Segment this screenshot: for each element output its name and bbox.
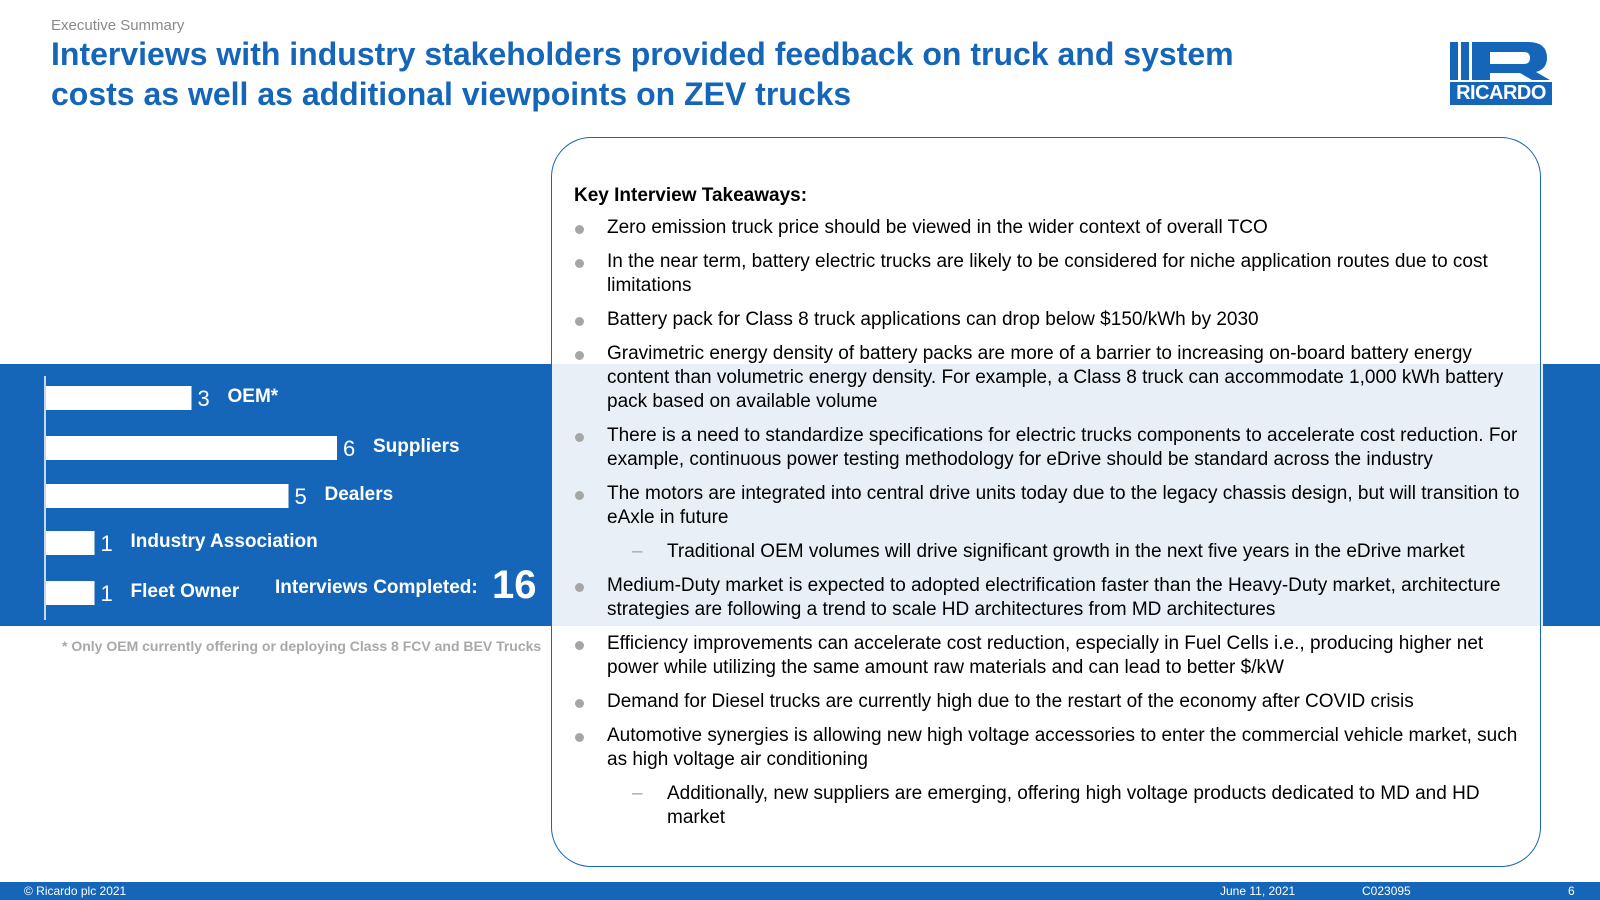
bar-oem — [46, 386, 192, 410]
bar-category-label: Industry Association — [130, 531, 318, 552]
takeaway-item: Medium-Duty market is expected to adopted electrification faster than the Heavy-Duty market, architecture strategies are following a trend to scale HD architectures from MD architectures — [574, 574, 1534, 622]
takeaway-item: Battery pack for Class 8 truck applications can drop below $150/kWh by 2030 — [574, 308, 1534, 332]
bar-suppliers — [46, 436, 337, 460]
bar-value-label: 6 — [343, 436, 356, 461]
bar-value-label: 1 — [100, 581, 113, 606]
page-title — [51, 34, 1331, 114]
bar-fleet-owner — [46, 581, 95, 605]
bar-dealers — [46, 484, 289, 508]
bar-category-label: OEM* — [227, 386, 279, 407]
takeaway-item: The motors are integrated into central drive units today due to the legacy chassis design, but will transition to eAxle in future – Traditional OEM volumes will drive significant growth in the next five years in the eDrive market — [574, 482, 1534, 564]
takeaway-item: Automotive synergies is allowing new high voltage accessories to enter the commercial vehicle market, such as high voltage air conditioning – Additionally, new suppliers are emerging, offering high voltage products dedicated to MD and HD market — [574, 724, 1534, 830]
takeaway-sublist — [607, 782, 1534, 830]
ricardo-logo-text: RICARDO — [1450, 82, 1552, 105]
takeaway-item: In the near term, battery electric trucks are likely to be considered for niche application routes due to cost limitations — [574, 250, 1534, 298]
footer-page-number: 6 — [1568, 884, 1575, 898]
ricardo-logo — [1450, 42, 1552, 105]
page-title-line-1: Interviews with industry stakeholders provided feedback on truck and system — [51, 36, 1234, 72]
bar-category-label: Suppliers — [373, 436, 460, 457]
takeaway-subitem: – Traditional OEM volumes will drive significant growth in the next five years in the eDrive market — [607, 540, 1534, 564]
takeaway-subitem: – Additionally, new suppliers are emerging, offering high voltage products dedicated to MD and HD market — [607, 782, 1534, 830]
takeaway-item: There is a need to standardize specifications for electric trucks components to accelerate cost reduction. For example, continuous power testing methodology for eDrive should be standard across the industry — [574, 424, 1534, 472]
takeaway-sublist — [607, 540, 1534, 564]
bar-value-label: 1 — [100, 531, 113, 556]
bar-category-label: Dealers — [324, 484, 394, 505]
takeaways-content — [574, 184, 1534, 840]
footer-copyright: © Ricardo plc 2021 — [24, 884, 127, 898]
page-title-line-2: costs as well as additional viewpoints on ZEV trucks — [51, 76, 852, 112]
takeaways-heading: Key Interview Takeaways: — [574, 185, 808, 206]
ricardo-logo-mark-icon — [1450, 42, 1552, 82]
interviews-completed-value: 16 — [492, 563, 537, 607]
interviews-chart — [0, 364, 551, 626]
takeaways-list — [574, 216, 1534, 830]
interviews-completed-label: Interviews Completed: — [275, 577, 478, 598]
takeaway-item: Zero emission truck price should be viewed in the wider context of overall TCO — [574, 216, 1534, 240]
footer-code: C023095 — [1362, 884, 1411, 898]
footer-date: June 11, 2021 — [1220, 884, 1296, 898]
bar-value-label: 3 — [197, 386, 210, 411]
footer-bar — [0, 882, 1600, 900]
bar-value-label: 5 — [294, 484, 307, 509]
bar-category-label: Fleet Owner — [130, 581, 240, 602]
takeaway-item: Demand for Diesel trucks are currently high due to the restart of the economy after COVID crisis — [574, 690, 1534, 714]
bar-industry-association — [46, 531, 95, 555]
chart-footnote: * Only OEM currently offering or deploying Class 8 FCV and BEV Trucks — [62, 638, 542, 654]
takeaway-item: Gravimetric energy density of battery packs are more of a barrier to increasing on-board battery energy content than volumetric energy density. For example, a Class 8 truck can accommodate 1,000 kWh battery pack based on available volume — [574, 342, 1534, 414]
takeaway-item: Efficiency improvements can accelerate cost reduction, especially in Fuel Cells i.e., producing higher net power while utilizing the same amount raw materials and can lead to better $/kW — [574, 632, 1534, 680]
section-label: Executive Summary — [51, 17, 185, 34]
